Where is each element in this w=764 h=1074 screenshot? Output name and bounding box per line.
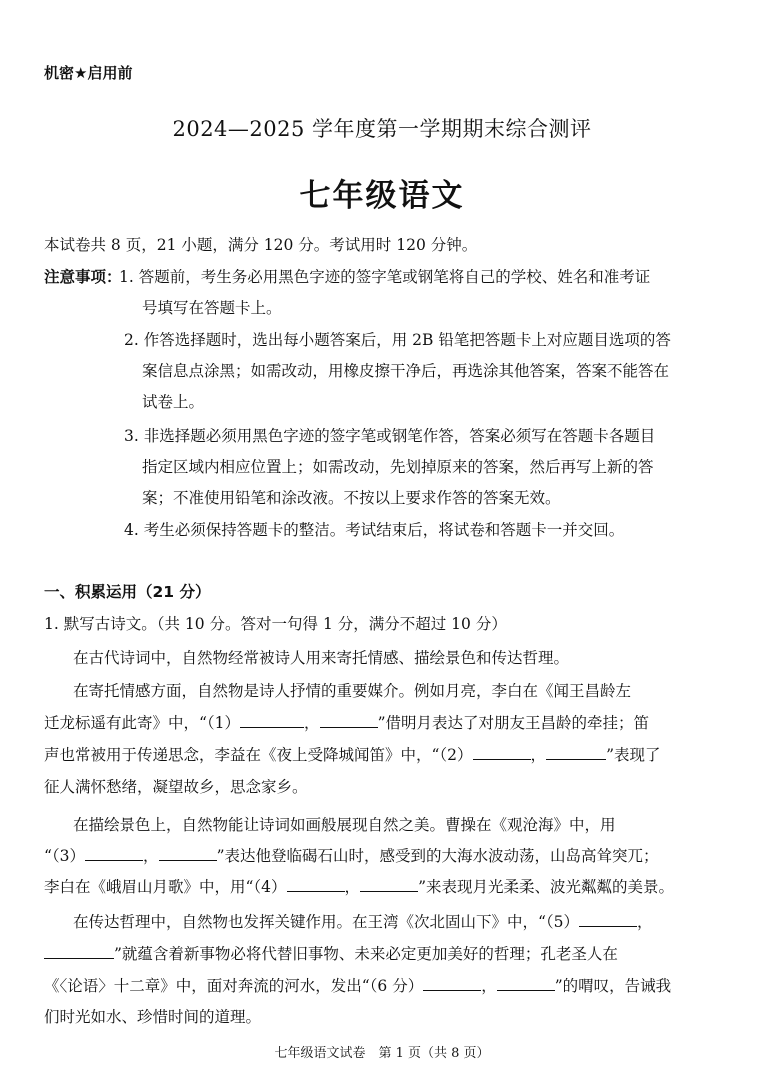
passage-line: 声也常被用于传递思念，李益在《夜上受降城闻笛》中，“（2） ， ”表现了	[44, 746, 661, 764]
page-footer: 七年级语文试卷 第 1 页（共 8 页）	[274, 1046, 490, 1061]
note-line: 试卷上。	[142, 393, 205, 411]
passage-line: 在古代诗词中，自然物经常被诗人用来寄托情感、描绘景色和传达哲理。	[73, 649, 570, 667]
note-line: 2. 作答选择题时，选出每小题答案后，用 2B 铅笔把答题卡上对应题目选项的答	[124, 331, 671, 349]
answer-blank[interactable]	[360, 876, 418, 892]
passage-line: “（3） ， ”表达他登临碣石山时，感受到的大海水波动荡，山岛高耸突兀；	[44, 847, 659, 865]
note-line: 案；不准使用铅笔和涂改液。不按以上要求作答的答案无效。	[142, 489, 561, 507]
note-line: 1. 答题前，考生务必用黑色字迹的签字笔或钢笔将自己的学校、姓名和准考证	[119, 268, 651, 286]
note-line: 指定区域内相应位置上；如需改动，先划掉原来的答案，然后再写上新的答	[142, 458, 654, 476]
answer-blank[interactable]	[497, 975, 555, 991]
passage-line: 在描绘景色上，自然物能让诗词如画般展现自然之美。曹操在《观沧海》中，用	[73, 816, 616, 834]
note-line: 3. 非选择题必须用黑色字迹的签字笔或钢笔作答，答案必须写在答题卡各题目	[124, 427, 656, 445]
passage-line: 在传达哲理中，自然物也发挥关键作用。在王湾《次北固山下》中，“（5） ，	[73, 913, 653, 931]
note-line: 4. 考生必须保持答题卡的整洁。考试结束后，将试卷和答题卡一并交回。	[124, 521, 625, 539]
note-line: 案信息点涂黑；如需改动，用橡皮擦干净后，再选涂其他答案，答案不能答在	[142, 362, 670, 380]
intro-text: 本试卷共 8 页，21 小题，满分 120 分。考试用时 120 分钟。	[44, 236, 478, 254]
answer-blank[interactable]	[320, 712, 378, 728]
passage-line: 迁龙标遥有此寄》中，“（1） ， ”借明月表达了对朋友王昌龄的牵挂；笛	[44, 714, 649, 732]
answer-blank[interactable]	[473, 744, 531, 760]
question-stem: 1. 默写古诗文。（共 10 分。答对一句得 1 分，满分不超过 10 分）	[44, 615, 507, 633]
passage-line: 在寄托情感方面，自然物是诗人抒情的重要媒介。例如月亮，李白在《闻王昌龄左	[73, 682, 632, 700]
section-heading: 一、积累运用（21 分）	[44, 583, 211, 601]
answer-blank[interactable]	[423, 975, 481, 991]
passage-line: ”就蕴含着新事物必将代替旧事物、未来必定更加美好的哲理；孔老圣人在	[44, 942, 618, 964]
answer-blank[interactable]	[85, 845, 143, 861]
answer-blank[interactable]	[579, 911, 637, 927]
answer-blank[interactable]	[159, 845, 217, 861]
note-line: 号填写在答题卡上。	[142, 299, 282, 317]
answer-blank[interactable]	[287, 876, 345, 892]
notes-label: 注意事项：	[44, 268, 122, 286]
subject-title: 七年级语文	[299, 178, 465, 214]
passage-line: 们时光如水、珍惜时间的道理。	[44, 1008, 262, 1026]
passage-line: 李白在《峨眉山月歌》中，用“（4） ， ”来表现月光柔柔、波光粼粼的美景。	[44, 878, 674, 896]
answer-blank[interactable]	[44, 943, 114, 959]
confidential-mark: 机密★启用前	[44, 64, 133, 82]
answer-blank[interactable]	[546, 744, 606, 760]
passage-line: 《〈论语〉十二章》中，面对奔流的河水，发出“（6 分） ， ”的喟叹，告诫我	[44, 977, 672, 995]
passage-line: 征人满怀愁绪，凝望故乡，思念家乡。	[44, 778, 308, 796]
answer-blank[interactable]	[240, 712, 304, 728]
exam-title: 2024—2025 学年度第一学期期末综合测评	[172, 117, 592, 141]
